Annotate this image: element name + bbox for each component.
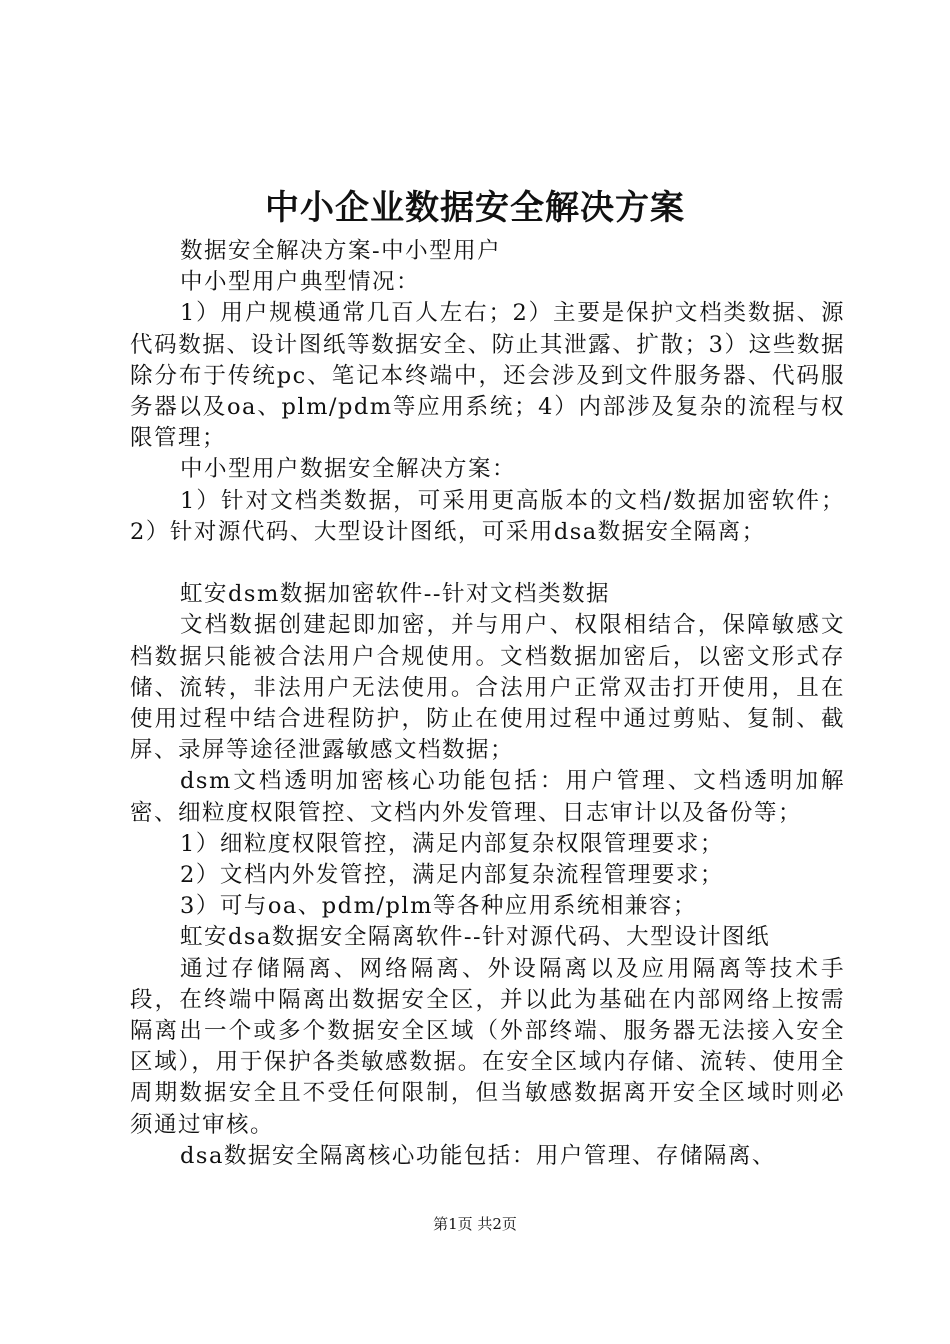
- paragraph: 中小型用户典型情况：: [180, 269, 421, 296]
- document-body: [130, 236, 845, 1172]
- paragraph: 中小型用户数据安全解决方案：: [180, 456, 517, 483]
- blank-line: [130, 548, 845, 579]
- list-item: 1）细粒度权限管控，满足内部复杂权限管理要求；: [180, 830, 724, 857]
- paragraph: 文档数据创建起即加密，并与用户、权限相结合，保障敏感文档数据只能被合法用户合规使用。文档数据加密后，以密文形式存储、流转，非法用户无法使用。合法用户正常双击打开使用，且在使用过程中结合进程防护，防止在使用过程中通过剪贴、复制、截屏、录屏等途径泄露敏感文档数据；: [130, 612, 845, 764]
- paragraph: dsm文档透明加密核心功能包括：用户管理、文档透明加解密、细粒度权限管控、文档内外发管理、日志审计以及备份等；: [130, 768, 845, 826]
- document-title: 中小企业数据安全解决方案: [265, 188, 685, 228]
- paragraph: 数据安全解决方案-中小型用户: [180, 238, 502, 264]
- paragraph: dsa数据安全隔离核心功能包括：用户管理、存储隔离、: [180, 1142, 776, 1169]
- page-footer: 第1页 共2页: [433, 1215, 517, 1233]
- section-heading: 虹安dsa数据安全隔离软件--针对源代码、大型设计图纸: [180, 924, 771, 951]
- paragraph: 1）针对文档类数据，可采用更高版本的文档/数据加密软件；2）针对源代码、大型设计图纸，可采用dsa数据安全隔离；: [130, 487, 845, 545]
- list-item: 2）文档内外发管控，满足内部复杂流程管理要求；: [180, 862, 724, 889]
- section-heading: 虹安dsm数据加密软件--针对文档类数据: [180, 581, 610, 608]
- list-item: 3）可与oa、pdm/plm等各种应用系统相兼容；: [180, 893, 697, 920]
- paragraph: 1）用户规模通常几百人左右；2）主要是保护文档类数据、源代码数据、设计图纸等数据安全、防止其泄露、扩散；3）这些数据除分布于传统pc、笔记本终端中，还会涉及到文件服务器、代码服务器以及oa、plm/pdm等应用系统；4）内部涉及复杂的流程与权限管理；: [130, 300, 845, 452]
- paragraph: 通过存储隔离、网络隔离、外设隔离以及应用隔离等技术手段，在终端中隔离出数据安全区，并以此为基础在内部网络上按需隔离出一个或多个数据安全区域（外部终端、服务器无法接入安全区域），用于保护各类敏感数据。在安全区域内存储、流转、使用全周期数据安全且不受任何限制，但当敏感数据离开安全区域时则必须通过审核。: [130, 955, 845, 1138]
